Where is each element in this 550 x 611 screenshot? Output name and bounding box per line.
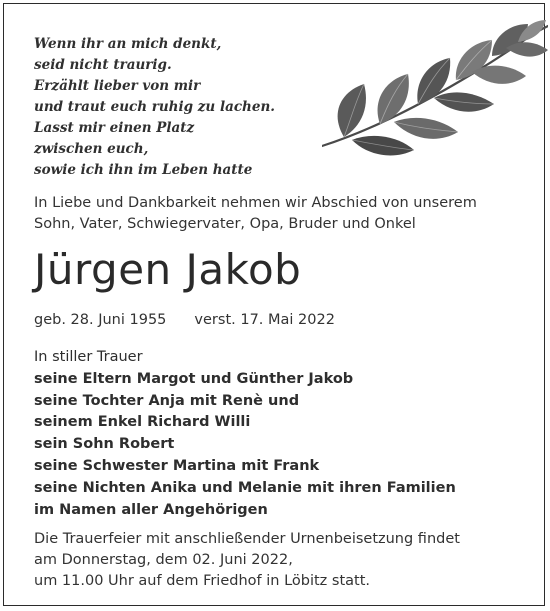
mourner-line: seine Nichten Anika und Melanie mit ihren Familien xyxy=(34,479,456,496)
funeral-line: am Donnerstag, dem 02. Juni 2022, xyxy=(34,552,293,568)
poem-line: seid nicht traurig. xyxy=(34,57,172,73)
life-dates xyxy=(34,310,335,331)
mourner-line: im Namen aller Angehörigen xyxy=(34,501,268,518)
funeral-line: um 11.00 Uhr auf dem Friedhof in Löbitz statt. xyxy=(34,573,371,589)
mourners-list xyxy=(34,347,456,521)
farewell-intro xyxy=(34,193,477,235)
obituary-frame xyxy=(3,3,545,606)
birth-date: geb. 28. Juni 1955 xyxy=(34,312,167,328)
poem-line: sowie ich ihn im Leben hatte xyxy=(34,162,253,178)
memorial-poem xyxy=(34,34,275,181)
poem-line: Lasst mir einen Platz xyxy=(34,120,195,136)
poem-line: Wenn ihr an mich denkt, xyxy=(34,36,222,52)
olive-branch-icon xyxy=(322,18,548,168)
mourner-line: seine Schwester Martina mit Frank xyxy=(34,457,320,474)
deceased-name: Jürgen Jakob xyxy=(34,245,302,294)
intro-line: Sohn, Vater, Schwiegervater, Opa, Bruder und Onkel xyxy=(34,216,416,232)
funeral-line: Die Trauerfeier mit anschließender Urnenbeisetzung findet xyxy=(34,531,460,547)
mourning-lead: In stiller Trauer xyxy=(34,349,143,365)
poem-line: zwischen euch, xyxy=(34,141,149,157)
death-date: verst. 17. Mai 2022 xyxy=(194,312,335,328)
mourner-line: seine Tochter Anja mit Renè und xyxy=(34,392,300,409)
intro-line: In Liebe und Dankbarkeit nehmen wir Abschied von unserem xyxy=(34,195,477,211)
mourner-line: sein Sohn Robert xyxy=(34,436,175,453)
mourner-line: seinem Enkel Richard Willi xyxy=(34,414,251,431)
mourner-line: seine Eltern Margot und Günther Jakob xyxy=(34,370,354,387)
funeral-notice xyxy=(34,529,460,592)
poem-line: und traut euch ruhig zu lachen. xyxy=(34,99,275,115)
poem-line: Erzählt lieber von mir xyxy=(34,78,201,94)
